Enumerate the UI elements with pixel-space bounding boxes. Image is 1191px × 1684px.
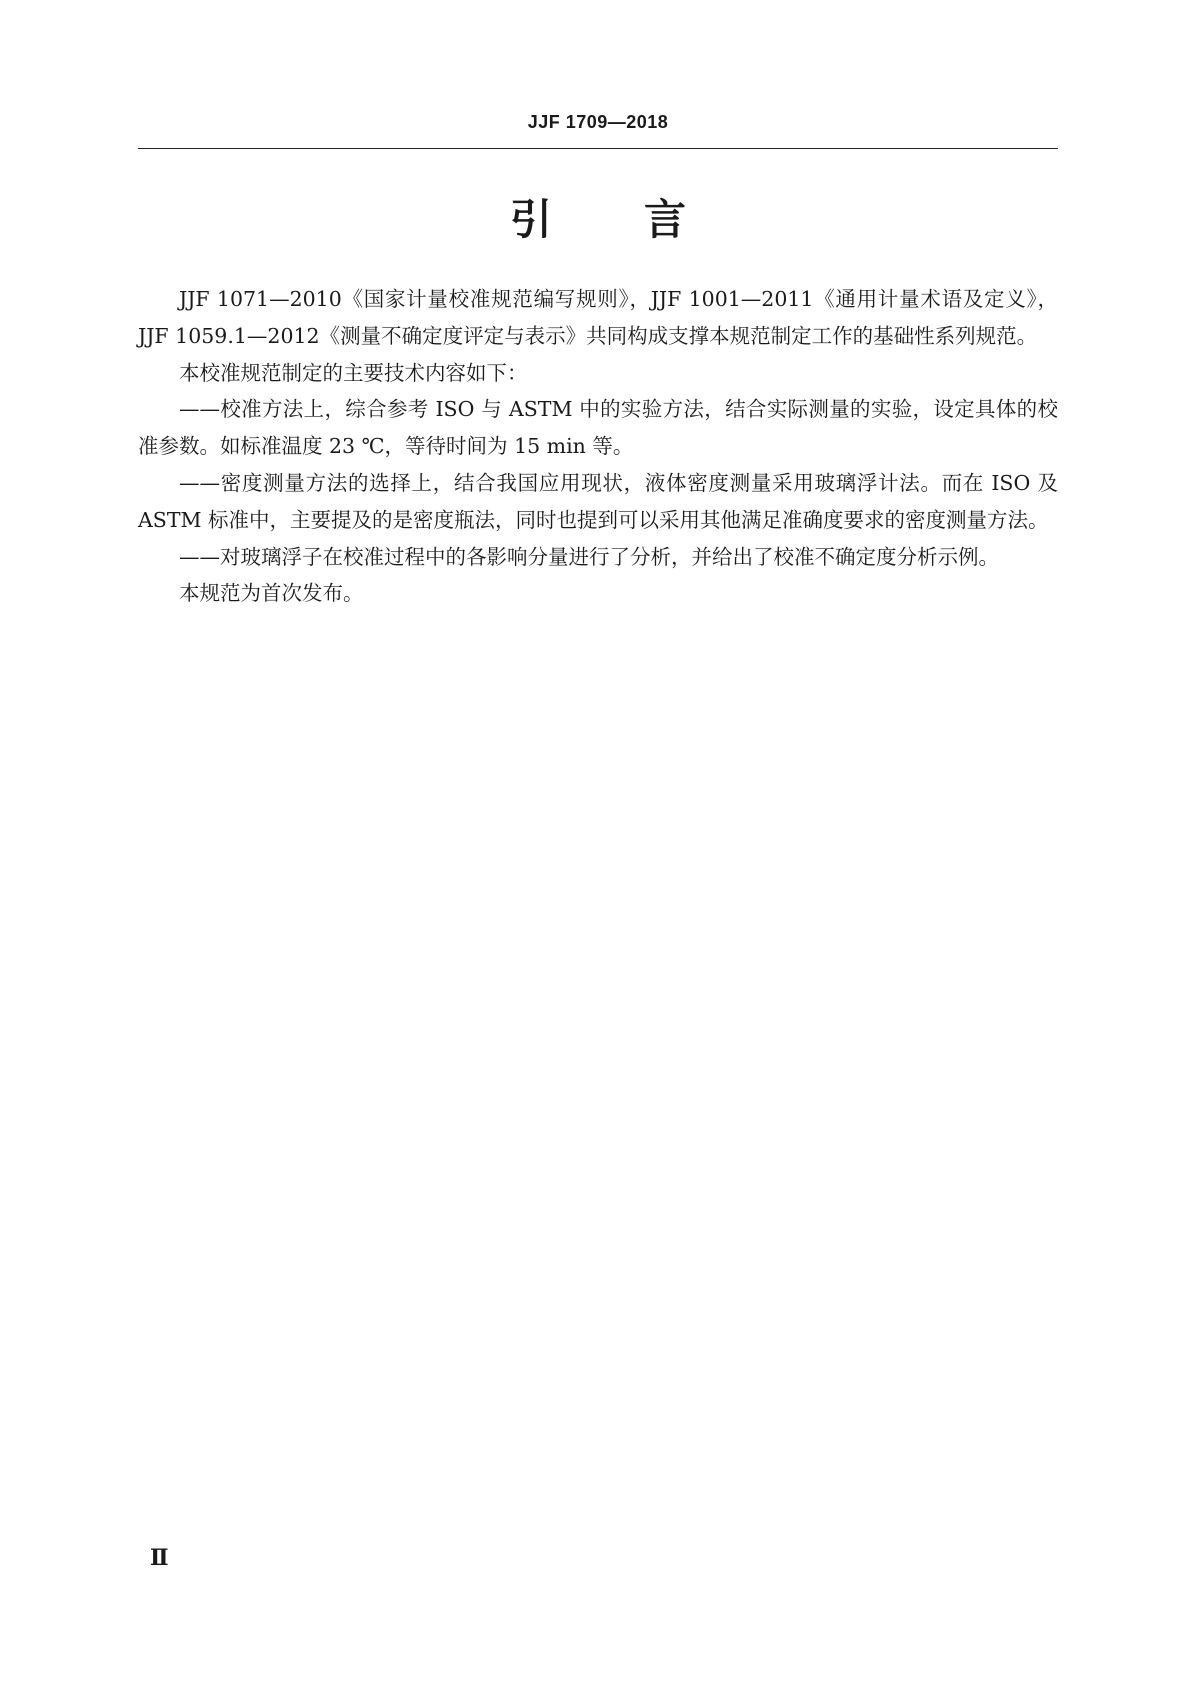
paragraph: ——校准方法上，综合参考 ISO 与 ASTM 中的实验方法，结合实际测量的实验，设定具体的校准参数。如标准温度 23 ℃，等待时间为 15 min 等。 [138,397,1058,459]
running-header: JJF 1709—2018 [527,112,669,132]
paragraph: 本规范为首次发布。 [179,581,364,606]
body-text [138,281,1058,612]
paragraph: 本校准规范制定的主要技术内容如下： [179,360,528,385]
title-char-2: 言 [644,195,687,244]
paragraph: ——密度测量方法的选择上，结合我国应用现状，液体密度测量采用玻璃浮计法。而在 ISO 及 ASTM 标准中，主要提及的是密度瓶法，同时也提到可以采用其他满足准确度要求的密度测量方法。 [138,470,1058,532]
page-number: Ⅱ [150,1545,169,1571]
page-title [138,195,1058,245]
title-char-1: 引 [509,195,552,244]
paragraph: JJF 1071—2010《国家计量校准规范编写规则》，JJF 1001—2011《通用计量术语及定义》，JJF 1059.1—2012《测量不确定度评定与表示》共同构成支撑本规范制定工作的基础性系列规范。 [138,287,1058,348]
header-rule [138,148,1058,149]
paragraph: ——对玻璃浮子在校准过程中的各影响分量进行了分析，并给出了校准不确定度分析示例。 [179,544,999,569]
